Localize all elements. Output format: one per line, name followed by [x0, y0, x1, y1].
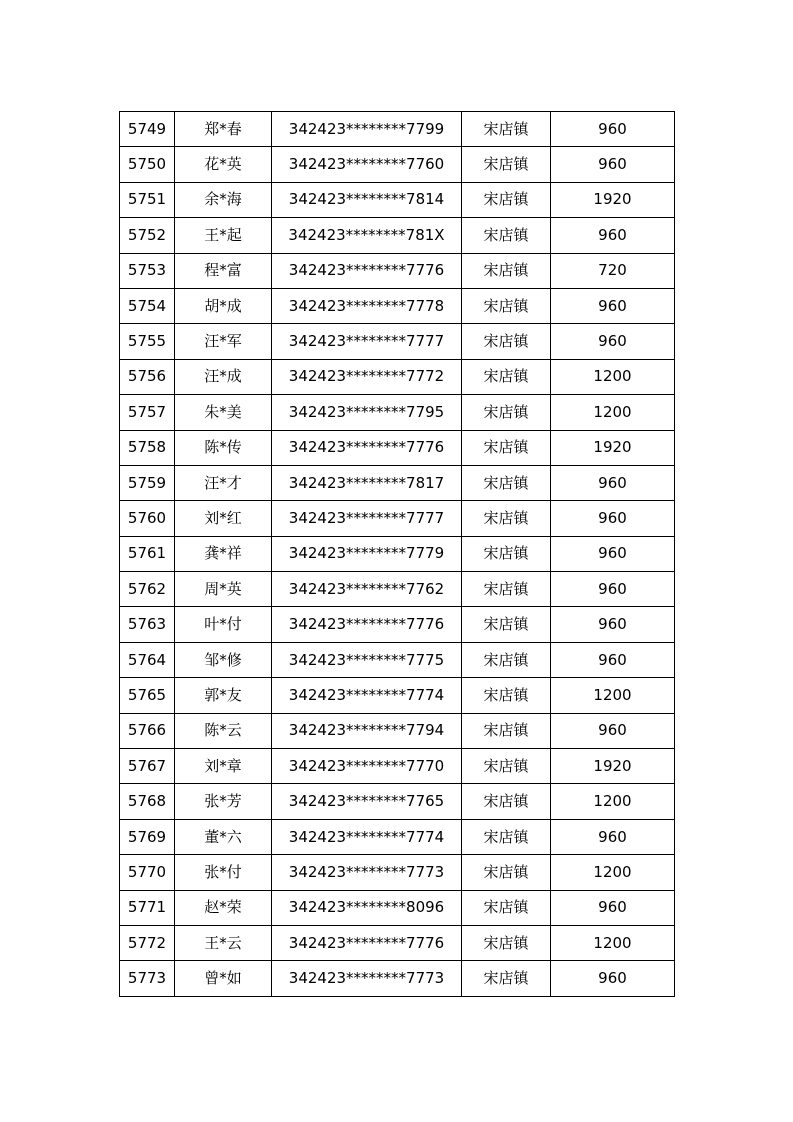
table-row	[120, 182, 675, 217]
amount-cell: 960	[551, 961, 675, 996]
amount-cell: 960	[551, 465, 675, 500]
town-cell: 宋店镇	[462, 890, 551, 925]
table-row	[120, 359, 675, 394]
id-number-cell: 342423********7776	[272, 925, 462, 960]
town-cell: 宋店镇	[462, 112, 551, 147]
table-row	[120, 501, 675, 536]
serial-number-cell: 5749	[120, 112, 175, 147]
serial-number-cell: 5768	[120, 784, 175, 819]
name-cell: 周*英	[175, 572, 272, 607]
serial-number-cell: 5752	[120, 218, 175, 253]
town-cell: 宋店镇	[462, 395, 551, 430]
id-number-cell: 342423********7762	[272, 572, 462, 607]
serial-number-cell: 5757	[120, 395, 175, 430]
amount-cell: 1200	[551, 395, 675, 430]
town-cell: 宋店镇	[462, 288, 551, 323]
serial-number-cell: 5755	[120, 324, 175, 359]
amount-cell: 1200	[551, 678, 675, 713]
serial-number-cell: 5767	[120, 749, 175, 784]
id-number-cell: 342423********7774	[272, 678, 462, 713]
town-cell: 宋店镇	[462, 324, 551, 359]
table-row	[120, 819, 675, 854]
table-row	[120, 678, 675, 713]
id-number-cell: 342423********7814	[272, 182, 462, 217]
name-cell: 曾*如	[175, 961, 272, 996]
id-number-cell: 342423********7777	[272, 324, 462, 359]
name-cell: 陈*云	[175, 713, 272, 748]
town-cell: 宋店镇	[462, 572, 551, 607]
serial-number-cell: 5773	[120, 961, 175, 996]
town-cell: 宋店镇	[462, 749, 551, 784]
id-number-cell: 342423********7770	[272, 749, 462, 784]
id-number-cell: 342423********7773	[272, 961, 462, 996]
town-cell: 宋店镇	[462, 147, 551, 182]
id-number-cell: 342423********7794	[272, 713, 462, 748]
table-row	[120, 147, 675, 182]
name-cell: 汪*成	[175, 359, 272, 394]
table-row	[120, 784, 675, 819]
serial-number-cell: 5763	[120, 607, 175, 642]
amount-cell: 960	[551, 572, 675, 607]
amount-cell: 1920	[551, 749, 675, 784]
amount-cell: 720	[551, 253, 675, 288]
serial-number-cell: 5761	[120, 536, 175, 571]
id-number-cell: 342423********7760	[272, 147, 462, 182]
id-number-cell: 342423********7776	[272, 430, 462, 465]
amount-cell: 960	[551, 501, 675, 536]
name-cell: 刘*红	[175, 501, 272, 536]
id-number-cell: 342423********7799	[272, 112, 462, 147]
id-number-cell: 342423********7773	[272, 855, 462, 890]
table-row	[120, 925, 675, 960]
name-cell: 汪*才	[175, 465, 272, 500]
roster-table-body	[120, 112, 675, 997]
town-cell: 宋店镇	[462, 925, 551, 960]
amount-cell: 1200	[551, 784, 675, 819]
town-cell: 宋店镇	[462, 961, 551, 996]
serial-number-cell: 5766	[120, 713, 175, 748]
amount-cell: 960	[551, 324, 675, 359]
amount-cell: 960	[551, 642, 675, 677]
town-cell: 宋店镇	[462, 642, 551, 677]
town-cell: 宋店镇	[462, 501, 551, 536]
amount-cell: 1200	[551, 855, 675, 890]
amount-cell: 960	[551, 288, 675, 323]
amount-cell: 960	[551, 112, 675, 147]
town-cell: 宋店镇	[462, 819, 551, 854]
id-number-cell: 342423********7777	[272, 501, 462, 536]
id-number-cell: 342423********7817	[272, 465, 462, 500]
town-cell: 宋店镇	[462, 536, 551, 571]
table-row	[120, 395, 675, 430]
serial-number-cell: 5764	[120, 642, 175, 677]
serial-number-cell: 5771	[120, 890, 175, 925]
serial-number-cell: 5756	[120, 359, 175, 394]
table-row	[120, 749, 675, 784]
serial-number-cell: 5753	[120, 253, 175, 288]
roster-table	[119, 111, 675, 997]
name-cell: 朱*美	[175, 395, 272, 430]
id-number-cell: 342423********7775	[272, 642, 462, 677]
serial-number-cell: 5769	[120, 819, 175, 854]
table-row	[120, 253, 675, 288]
serial-number-cell: 5765	[120, 678, 175, 713]
table-row	[120, 112, 675, 147]
table-row	[120, 642, 675, 677]
amount-cell: 1920	[551, 430, 675, 465]
table-row	[120, 465, 675, 500]
amount-cell: 960	[551, 607, 675, 642]
name-cell: 王*云	[175, 925, 272, 960]
town-cell: 宋店镇	[462, 182, 551, 217]
id-number-cell: 342423********7779	[272, 536, 462, 571]
name-cell: 邹*修	[175, 642, 272, 677]
name-cell: 郑*春	[175, 112, 272, 147]
id-number-cell: 342423********7778	[272, 288, 462, 323]
town-cell: 宋店镇	[462, 359, 551, 394]
town-cell: 宋店镇	[462, 218, 551, 253]
amount-cell: 1920	[551, 182, 675, 217]
town-cell: 宋店镇	[462, 713, 551, 748]
amount-cell: 960	[551, 536, 675, 571]
name-cell: 龚*祥	[175, 536, 272, 571]
town-cell: 宋店镇	[462, 253, 551, 288]
name-cell: 叶*付	[175, 607, 272, 642]
amount-cell: 960	[551, 147, 675, 182]
name-cell: 刘*章	[175, 749, 272, 784]
table-row	[120, 961, 675, 996]
table-row	[120, 713, 675, 748]
name-cell: 郭*友	[175, 678, 272, 713]
serial-number-cell: 5750	[120, 147, 175, 182]
table-row	[120, 324, 675, 359]
id-number-cell: 342423********7774	[272, 819, 462, 854]
name-cell: 花*英	[175, 147, 272, 182]
amount-cell: 1200	[551, 925, 675, 960]
town-cell: 宋店镇	[462, 784, 551, 819]
table-row	[120, 607, 675, 642]
name-cell: 董*六	[175, 819, 272, 854]
town-cell: 宋店镇	[462, 855, 551, 890]
town-cell: 宋店镇	[462, 678, 551, 713]
serial-number-cell: 5762	[120, 572, 175, 607]
name-cell: 张*芳	[175, 784, 272, 819]
table-row	[120, 218, 675, 253]
table-row	[120, 288, 675, 323]
town-cell: 宋店镇	[462, 430, 551, 465]
id-number-cell: 342423********7795	[272, 395, 462, 430]
serial-number-cell: 5770	[120, 855, 175, 890]
name-cell: 王*起	[175, 218, 272, 253]
id-number-cell: 342423********7765	[272, 784, 462, 819]
serial-number-cell: 5772	[120, 925, 175, 960]
id-number-cell: 342423********7772	[272, 359, 462, 394]
serial-number-cell: 5754	[120, 288, 175, 323]
town-cell: 宋店镇	[462, 465, 551, 500]
town-cell: 宋店镇	[462, 607, 551, 642]
id-number-cell: 342423********7776	[272, 253, 462, 288]
amount-cell: 960	[551, 890, 675, 925]
name-cell: 赵*荣	[175, 890, 272, 925]
table-row	[120, 890, 675, 925]
table-row	[120, 855, 675, 890]
amount-cell: 960	[551, 819, 675, 854]
name-cell: 汪*军	[175, 324, 272, 359]
id-number-cell: 342423********8096	[272, 890, 462, 925]
serial-number-cell: 5759	[120, 465, 175, 500]
name-cell: 陈*传	[175, 430, 272, 465]
table-row	[120, 430, 675, 465]
name-cell: 张*付	[175, 855, 272, 890]
id-number-cell: 342423********781X	[272, 218, 462, 253]
name-cell: 程*富	[175, 253, 272, 288]
amount-cell: 960	[551, 713, 675, 748]
name-cell: 余*海	[175, 182, 272, 217]
table-row	[120, 572, 675, 607]
table-row	[120, 536, 675, 571]
amount-cell: 960	[551, 218, 675, 253]
serial-number-cell: 5758	[120, 430, 175, 465]
name-cell: 胡*成	[175, 288, 272, 323]
amount-cell: 1200	[551, 359, 675, 394]
serial-number-cell: 5751	[120, 182, 175, 217]
serial-number-cell: 5760	[120, 501, 175, 536]
id-number-cell: 342423********7776	[272, 607, 462, 642]
